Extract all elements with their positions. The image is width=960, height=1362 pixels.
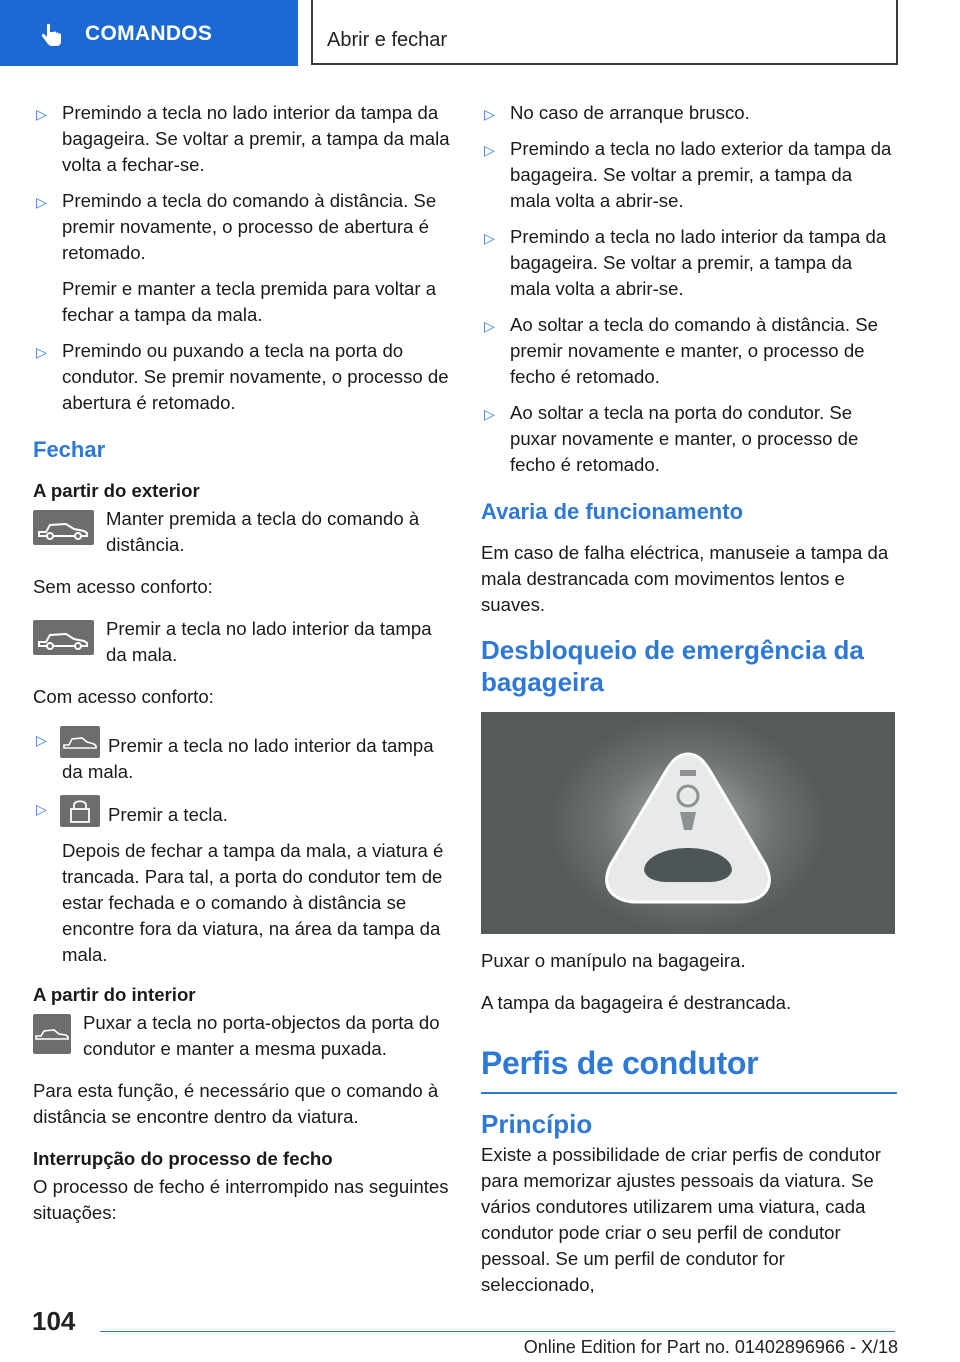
list-item	[481, 312, 897, 390]
list-item	[33, 795, 451, 968]
list-item	[33, 188, 451, 328]
paragraph: Sem acesso conforto:	[33, 576, 213, 597]
bullet-text: Premindo a tecla do comando à distância. Se premir novamente, o processo de abertura é retomado.	[62, 190, 437, 263]
caption: A tampa da bagageira é destrancada.	[481, 992, 792, 1013]
bullet-text: Premindo ou puxando a tecla na porta do condutor. Se premir novamente, o processo de abertura é retomado.	[62, 340, 449, 413]
release-handle-illustration	[481, 712, 895, 934]
edition-text: Online Edition for Part no. 01402896966 - X/18	[523, 1337, 898, 1357]
heading-desbloqueio: Desbloqueio de emergência da bagageira	[481, 635, 864, 697]
paragraph: Para esta função, é necessário que o comando à distância se encontre dentro da viatura.	[33, 1080, 439, 1127]
list-item	[481, 400, 897, 478]
paragraph: Existe a possibilidade de criar perfis de condutor para memorizar ajustes pessoais da viatura. Se vários condutores utilizarem uma viatura, cada condutor pode criar o seu perfil de condutor pessoal. Se um perfil de condutor for seleccionado,	[481, 1144, 881, 1295]
instruction-text: Premir a tecla no lado interior da tampa da mala.	[106, 618, 432, 665]
heading-interrupcao: Interrupção do processo de fecho	[33, 1148, 333, 1169]
page-header	[0, 0, 960, 66]
trunk-car-icon	[33, 620, 94, 655]
triangle-bullet-icon: ▷	[36, 732, 47, 748]
instruction-text: Manter premida a tecla do comando à distância.	[106, 508, 420, 555]
bullet-text: Ao soltar a tecla do comando à distância. Se premir novamente e manter, o processo de fecho é retomado.	[510, 314, 878, 387]
heading-interior: A partir do interior	[33, 984, 196, 1005]
trunk-car-icon	[33, 510, 94, 545]
list-item	[33, 100, 451, 178]
heading-principio: Princípio	[481, 1109, 593, 1139]
right-column	[481, 100, 897, 1314]
paragraph: Com acesso conforto:	[33, 686, 214, 707]
bullet-text: Premir a tecla no lado interior da tampa da mala.	[62, 735, 434, 782]
list-item	[481, 100, 897, 126]
triangle-bullet-icon: ▷	[484, 230, 495, 246]
hand-pointer-icon	[38, 22, 66, 50]
list-item	[33, 726, 451, 785]
paragraph: O processo de fecho é interrompido nas seguintes situações:	[33, 1176, 449, 1223]
triangle-bullet-icon: ▷	[36, 801, 47, 817]
icon-instruction	[33, 1010, 451, 1062]
heading-avaria: Avaria de funcionamento	[481, 499, 744, 524]
icon-instruction	[33, 506, 451, 558]
triangle-bullet-icon: ▷	[484, 406, 495, 422]
bullet-text: Premindo a tecla no lado interior da tampa da bagageira. Se voltar a premir, a tampa da mala volta a fechar-se.	[62, 102, 450, 175]
bullet-text: Premindo a tecla no lado interior da tampa da bagageira. Se voltar a premir, a tampa da mala volta a abrir-se.	[510, 226, 887, 299]
triangle-bullet-icon: ▷	[36, 194, 47, 210]
chapter-tab	[0, 0, 298, 66]
bullet-text: Premindo a tecla no lado exterior da tampa da bagageira. Se voltar a premir, a tampa da mala volta a abrir-se.	[510, 138, 892, 211]
caption: Puxar o manípulo na bagageira.	[481, 950, 746, 971]
section-title: Abrir e fechar	[327, 29, 448, 51]
triangle-bullet-icon: ▷	[36, 344, 47, 360]
icon-instruction	[33, 616, 451, 668]
list-item	[481, 136, 897, 214]
page-number: 104	[32, 1306, 76, 1336]
bullet-text: Premir a tecla.	[108, 804, 228, 825]
paragraph: Em caso de falha eléctrica, manuseie a tampa da mala destrancada com movimentos lentos e suaves.	[481, 542, 889, 615]
heading-perfis: Perfis de condutor	[481, 1045, 759, 1081]
section-header	[311, 0, 898, 65]
heading-fechar: Fechar	[33, 437, 106, 462]
list-item	[481, 224, 897, 302]
footer-rule	[100, 1331, 895, 1332]
bullet-continuation: Premir e manter a tecla premida para voltar a fechar a tampa da mala.	[62, 278, 437, 325]
triangle-bullet-icon: ▷	[484, 142, 495, 158]
heading-exterior: A partir do exterior	[33, 480, 200, 501]
trunk-car-icon	[60, 726, 100, 758]
chapter-title: COMANDOS	[85, 22, 213, 45]
bullet-continuation: Depois de fechar a tampa da mala, a viatura é trancada. Para tal, a porta do condutor tem de estar fechada e o comando à distância se encontre fora da viatura, na área da tampa da mala.	[62, 840, 444, 965]
instruction-text: Puxar a tecla no porta-objectos da porta do condutor e manter a mesma puxada.	[83, 1012, 440, 1059]
left-column	[33, 100, 451, 1242]
trunk-car-icon	[33, 1014, 71, 1054]
bullet-text: Ao soltar a tecla na porta do condutor. Se puxar novamente e manter, o processo de fecho é retomado.	[510, 402, 859, 475]
triangle-bullet-icon: ▷	[484, 318, 495, 334]
page-footer	[0, 1295, 960, 1362]
emergency-release-photo	[481, 712, 895, 934]
triangle-bullet-icon: ▷	[36, 106, 47, 122]
heading-rule	[481, 1092, 897, 1094]
bullet-text: No caso de arranque brusco.	[510, 102, 750, 123]
lock-icon	[60, 795, 100, 827]
list-item	[33, 338, 451, 416]
triangle-bullet-icon: ▷	[484, 106, 495, 122]
